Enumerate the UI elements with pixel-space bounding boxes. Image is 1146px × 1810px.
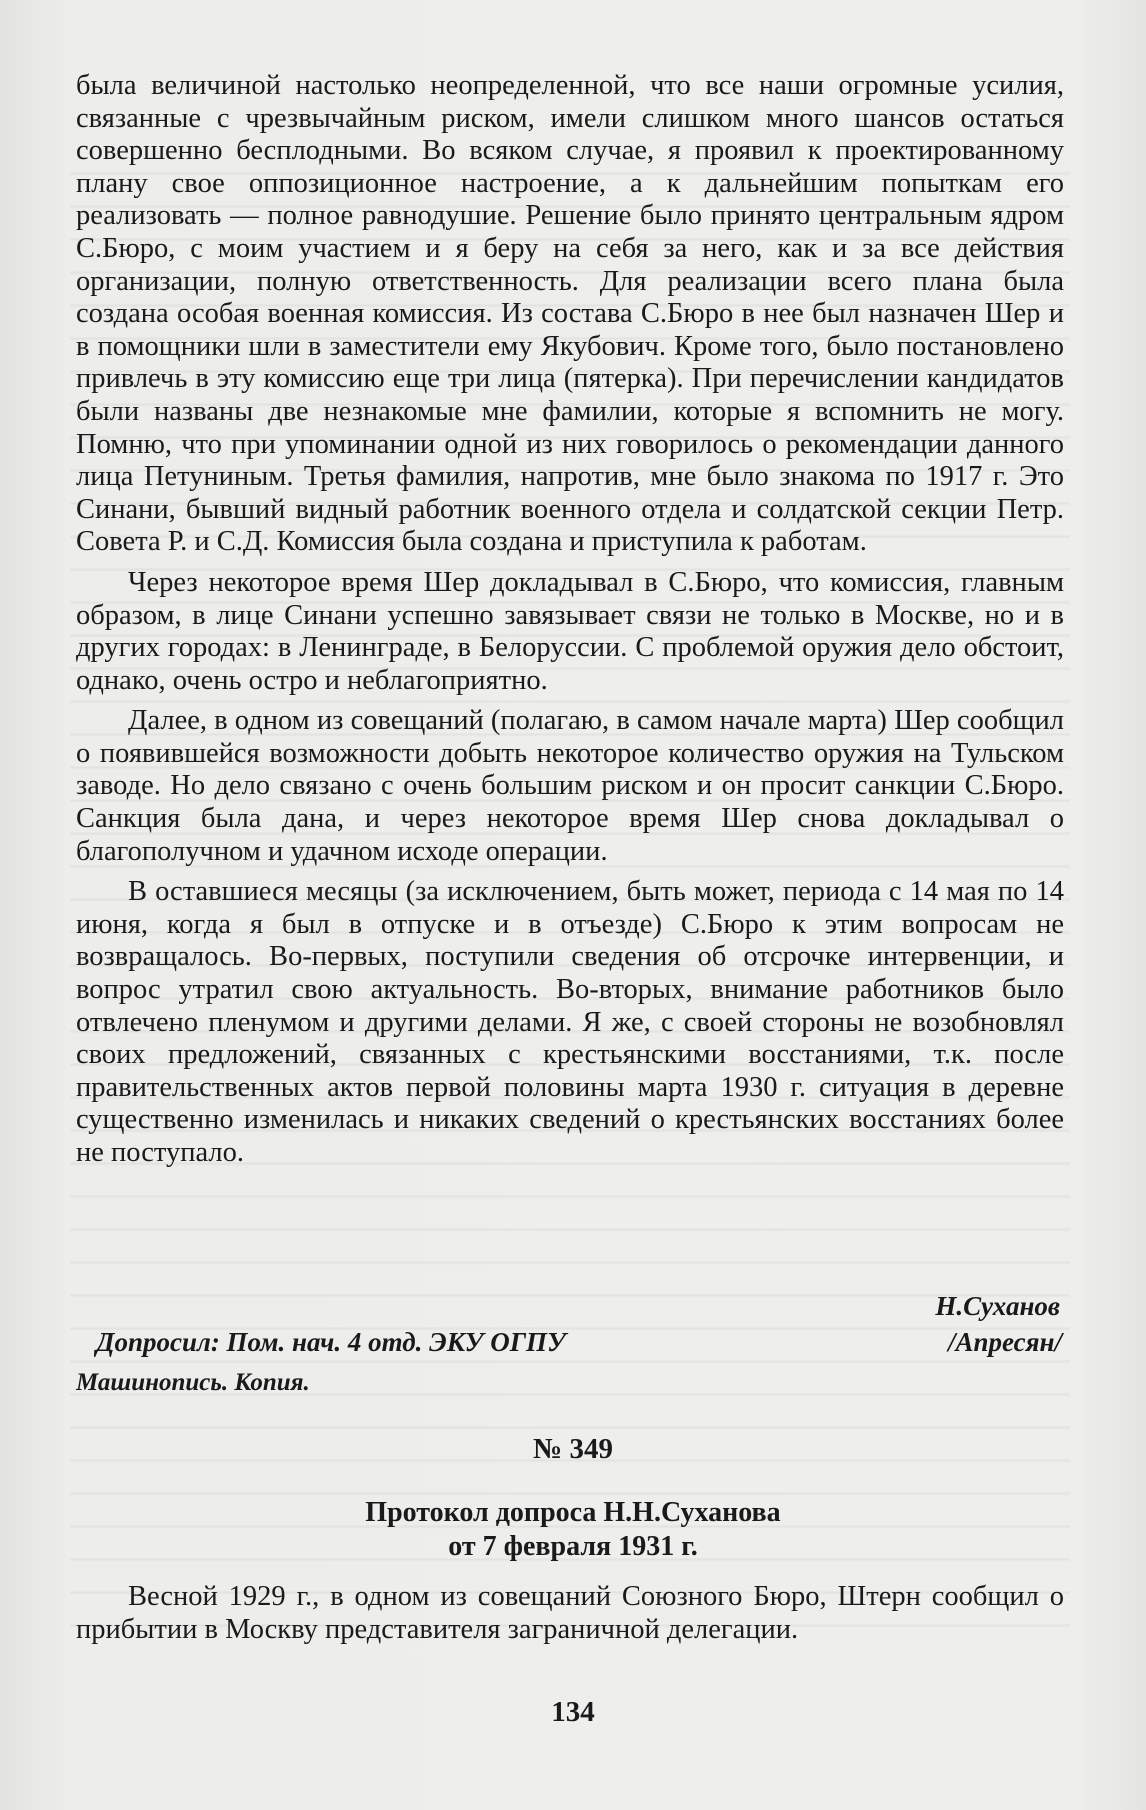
interrogated-line [96,1327,1062,1358]
interrogated-label: Допросил: Пом. нач. 4 отд. ЭКУ ОГПУ [96,1327,566,1357]
page-number: 134 [551,1696,595,1728]
document-title-line-2: от 7 февраля 1931 г. [448,1531,698,1562]
document-title [0,1496,1146,1564]
signature-name: Н.Суханов [935,1291,1060,1321]
final-paragraph: Весной 1929 г., в одном из совещаний Союзного Бюро, Штерн сообщил о прибытии в Москву представителя заграничной делегации. [76,1581,1064,1645]
document-title-line-1: Протокол допроса Н.Н.Суханова [365,1497,781,1528]
paragraph: Далее, в одном из совещаний (полагаю, в самом начале марта) Шер сообщил о появившейся возможности добыть некоторое количество оружия на Тульском заводе. Но дело связано с очень большим риском и он просит санкции С.Бюро. Санкция была дана, и через некоторое время Шер снова докладывал о благополучном и удачном исходе операции. [76,705,1064,867]
paragraph-continued: была величиной настолько неопределенной, что все наши огромные усилия, связанные с чрезвычайным риском, имели слишком много шансов остаться совершенно бесплодными. Во всяком случае, я проявил к проектированному плану свое оппозиционное настроение, а к дальнейшим попыткам его реализовать — полное равнодушие. Решение было принято центральным ядром С.Бюро, с моим участием и я беру на себя за него, как и за все действия организации, полную ответственность. Для реализации всего плана была создана особая военная комиссия. Из состава С.Бюро в нее был назначен Шер и в помощники шли в заместители ему Якубович. Кроме того, было постановлено привлечь в эту комиссию еще три лица (пятерка). При перечислении кандидатов были названы две незнакомые мне фамилии, которые я вспомнить не могу. Помню, что при упоминании одной из них говорилось о рекомендации данного лица Петуниным. Третья фамилия, напротив, мне было знакома по 1917 г. Это Синани, бывший видный работник военного отдела и солдатской секции Петр. Совета Р. и С.Д. Комиссия была создана и приступила к работам. [76,70,1064,558]
main-text [76,70,1064,1170]
typescript-note: Машинопись. Копия. [76,1369,310,1396]
paragraph: В оставшиеся месяцы (за исключением, быть может, периода с 14 мая по 14 июня, когда я был в отпуске и в отъезде) С.Бюро к этим вопросам не возвращалось. Во-первых, поступили сведения об отсрочке интервенции, и вопрос утратил свою актуальность. Во-вторых, внимание работников было отвлечено пленумом и другими делами. Я же, с своей стороны не возобновлял своих предложений, связанных с крестьянскими восстаниями, т.к. после правительственных актов первой половины марта 1930 г. ситуация в деревне существенно изменилась и никаких сведений о крестьянских восстаниях более не поступало. [76,876,1064,1168]
paragraph: Через некоторое время Шер докладывал в С.Бюро, что комиссия, главным образом, в лице Синани успешно завязывает связи не только в Москве, но и в других городах: в Ленинграде, в Белоруссии. С проблемой оружия дело обстоит, однако, очень остро и неблагоприятно. [76,566,1064,696]
document-number: № 349 [533,1433,613,1465]
interrogator-name: /Апресян/ [947,1327,1062,1357]
